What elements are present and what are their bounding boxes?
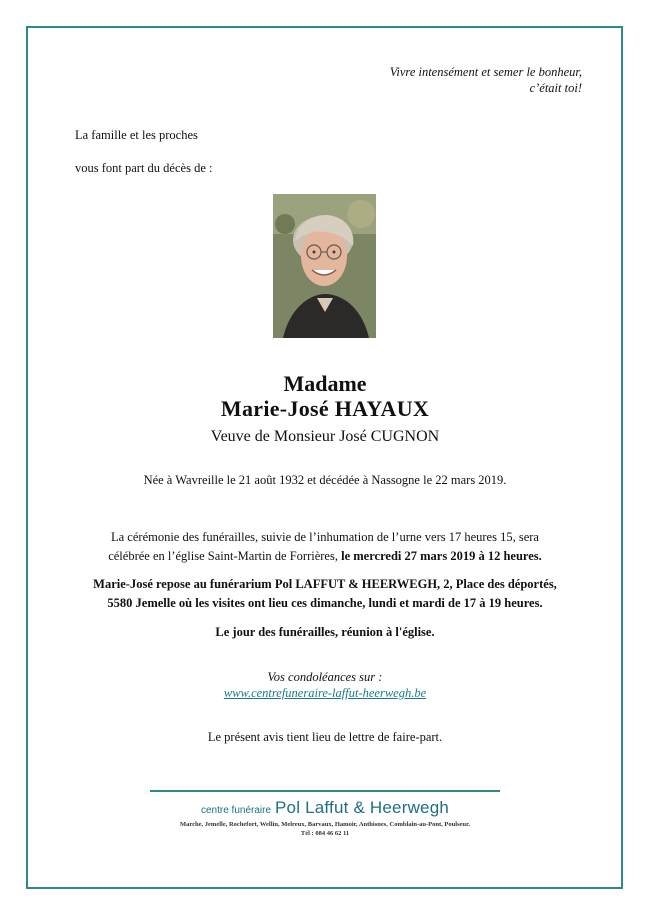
widow-of: Veuve de Monsieur José CUGNON: [210, 428, 440, 445]
page-border: [26, 26, 623, 889]
condolences-link[interactable]: www.centrefuneraire-laffut-heerwegh.be: [223, 686, 427, 700]
intro-line-2: vous font part du décès de :: [75, 161, 213, 175]
quote-line-2: c’était toi!: [529, 81, 582, 95]
footer-towns: Marche, Jemelle, Rochefort, Wellin, Melreux, Barvaux, Hamoir, Anthisnes, Comblain-au-Pont, Poulseur.: [179, 821, 471, 828]
footer-phone: Tél : 084 46 62 11: [300, 830, 350, 837]
funeral-home-logo: [0, 798, 650, 818]
ceremony-block: [0, 528, 650, 566]
ceremony-location: célébrée en l’église Saint-Martin de Forrières,: [108, 549, 342, 563]
deceased-name: Marie-José HAYAUX: [220, 396, 430, 421]
portrait-photo: [273, 194, 376, 338]
meeting-line: Le jour des funérailles, réunion à l'église.: [215, 625, 435, 639]
ceremony-line-2: [0, 547, 650, 566]
ceremony-line-1: La cérémonie des funérailles, suivie de l’inhumation de l’urne vers 17 heures 15, sera: [111, 530, 539, 544]
brand-small-text: centre funéraire: [200, 805, 272, 816]
epigraph-quote: [390, 64, 582, 96]
portrait-illustration: [273, 194, 376, 338]
condolences-label: Vos condoléances sur :: [267, 670, 383, 684]
notice-line: Le présent avis tient lieu de lettre de faire-part.: [207, 730, 443, 744]
condolences-link-wrap: [0, 684, 650, 702]
ceremony-datetime: le mercredi 27 mars 2019 à 12 heures.: [341, 549, 542, 563]
funerarium-block: [0, 575, 650, 613]
salutation: Madame: [283, 371, 367, 396]
footer-divider: [150, 790, 500, 792]
birth-death-line: Née à Wavreille le 21 août 1932 et décédée à Nassogne le 22 mars 2019.: [143, 473, 507, 487]
quote-line-1: Vivre intensément et semer le bonheur,: [389, 65, 582, 79]
brand-name: Pol Laffut & Heerwegh: [275, 798, 450, 817]
funerarium-line-2: 5580 Jemelle où les visites ont lieu ces dimanche, lundi et mardi de 17 à 19 heures.: [107, 596, 543, 610]
intro-line-1: La famille et les proches: [75, 128, 198, 142]
funerarium-line-1: Marie-José repose au funérarium Pol LAFFUT & HEERWEGH, 2, Place des déportés,: [93, 577, 557, 591]
